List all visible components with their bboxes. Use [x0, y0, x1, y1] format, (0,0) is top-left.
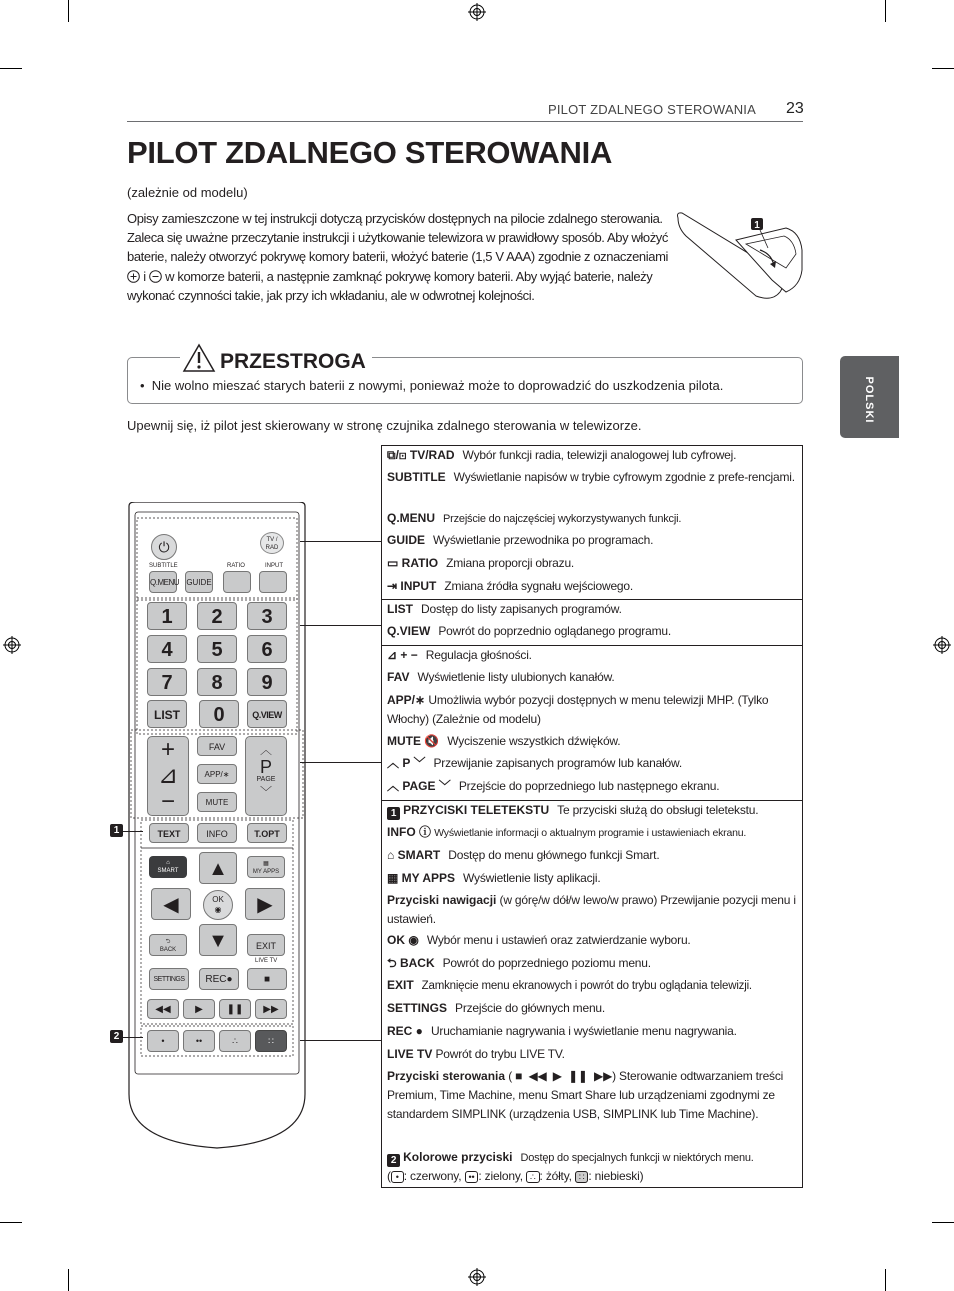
row-guide: GUIDE Wyświetlanie przewodnika po programach. — [387, 533, 654, 547]
digit-6-button[interactable]: 6 — [247, 635, 287, 663]
topt-button[interactable]: T.OPT — [247, 823, 287, 843]
green-button[interactable]: •• — [183, 1030, 215, 1052]
smart-button[interactable]: ⌂ SMART — [149, 856, 187, 878]
running-header: PILOT ZDALNEGO STEROWANIA — [548, 102, 756, 117]
row-subtitle: SUBTITLE Wyświetlanie napisów w trybie cyfrowym zgodnie z prefe-rencjami. — [387, 470, 795, 484]
input-label: INPUT — [265, 563, 283, 569]
remote-control — [127, 502, 307, 1149]
pause-button[interactable]: ❚❚ — [219, 999, 251, 1019]
digit-0-button[interactable]: 0 — [199, 700, 239, 728]
row-volume: ⊿ + − Regulacja głośności. — [387, 648, 532, 662]
exit-button[interactable]: EXIT — [247, 934, 285, 956]
row-myapps: ▦ MY APPS Wyświetlenie listy aplikacji. — [387, 871, 601, 885]
battery-cover-illustration — [676, 210, 806, 302]
intro-part1: Opisy zamieszczone w tej instrukcji dotyczą przycisków dostępnych na pilocie zdalnego sterowania. Zaleca się uważne przeczytanie instrukcji i użytkowanie telewizora w prawidłowy sposób. Aby włożyć baterie, należy otworzyć pokrywę komory baterii, włożyć baterie (1,5 V AAA) zgodnie z oznaczeniami — [127, 211, 669, 265]
digit-3-button[interactable]: 3 — [247, 602, 287, 630]
row-back: ⮌ BACK Powrót do poprzedniego poziomu menu. — [387, 956, 651, 970]
row-control: Przyciski sterowania ( ■ ◀◀ ▶ ❚❚ ▶▶) Sterowanie odtwarzaniem treści Premium, Time Machine, menu Smart Share lub urządzeniami zgodnymi ze standardem SIMPLINK (urządzenia USB, SIMPLINK lub Time Machine). — [387, 1069, 784, 1121]
digit-2-button[interactable]: 2 — [197, 602, 237, 630]
page-title: PILOT ZDALNEGO STEROWANIA — [127, 135, 613, 170]
leader-line — [300, 625, 382, 626]
caution-item: • Nie wolno mieszać starych baterii z nowymi, ponieważ może to doprowadzić do uszkodzenia pilota. — [140, 378, 724, 393]
registration-mark-icon — [933, 636, 951, 654]
plus-polarity-icon — [127, 270, 140, 283]
livetv-button[interactable]: ■ — [247, 968, 287, 990]
page-number: 23 — [786, 100, 804, 117]
registration-mark-icon — [468, 1268, 486, 1286]
row-qview: Q.VIEW Powrót do poprzednio oglądanego programu. — [387, 624, 671, 638]
row-smart: ⌂ SMART Dostęp do menu głównego funkcji Smart. — [387, 848, 660, 862]
leader-line — [300, 1040, 382, 1041]
input-button[interactable] — [259, 571, 287, 593]
play-button[interactable]: ▶ — [183, 999, 215, 1019]
crop-mark — [932, 1222, 954, 1223]
button-description-table — [381, 445, 803, 1188]
row-rec: REC ● Uruchamianie nagrywania i wyświetlanie menu nagrywania. — [387, 1024, 737, 1038]
svg-text:1: 1 — [754, 220, 760, 231]
fav-button[interactable]: FAV — [197, 736, 237, 756]
volume-rocker[interactable]: + ⊿ − — [147, 736, 189, 816]
digit-8-button[interactable]: 8 — [197, 668, 237, 696]
row-info: INFO ⓘ Wyświetlanie informacji o aktualnym programie i ustawieniach ekranu. — [387, 825, 747, 839]
row-nav: Przyciski nawigacji (w górę/w dół/w lewo/w prawo) Przewijanie pozycji menu i ustawień. — [387, 893, 796, 926]
leader-line — [300, 762, 382, 763]
mute-button[interactable]: MUTE — [197, 792, 237, 812]
row-list: LIST Dostęp do listy zapisanych programów. — [387, 602, 622, 616]
ok-button[interactable]: OK ◉ — [203, 890, 233, 920]
row-color: 2 Kolorowe przyciski Dostęp do specjalnych funkcji w niektórych menu. — [387, 1148, 799, 1168]
row-tvrad: ⧉/⊡ TV/RAD Wybór funkcji radia, telewizji analogowej lub cyfrowej. — [387, 448, 737, 462]
info-button[interactable]: INFO — [197, 823, 237, 843]
header-rule — [127, 121, 803, 122]
intro-paragraph — [127, 209, 675, 305]
row-p: ︿ P ﹀ Przewijanie zapisanych programów lub kanałów. — [387, 756, 682, 770]
digit-9-button[interactable]: 9 — [247, 668, 287, 696]
row-exit: EXIT Zamknięcie menu ekranowych i powrót do trybu oglądania telewizji. — [387, 978, 752, 992]
livetv-label: LIVE TV — [255, 958, 278, 964]
nav-right-button[interactable]: ▶ — [245, 888, 285, 920]
row-livetv: LIVE TV Powrót do trybu LIVE TV. — [387, 1047, 565, 1061]
digit-1-button[interactable]: 1 — [147, 602, 187, 630]
crop-mark — [885, 0, 886, 22]
list-button[interactable]: LIST — [147, 700, 187, 728]
crop-mark — [885, 1269, 886, 1291]
callout-badge-2: 2 — [110, 1030, 123, 1043]
callout-line — [123, 1037, 143, 1038]
intro-and: i — [143, 268, 146, 284]
callout-line — [123, 831, 143, 832]
row-fav: FAV Wyświetlenie listy ulubionych kanałów. — [387, 670, 615, 684]
my-apps-button[interactable]: ▦ MY APPS — [247, 856, 285, 878]
row-app: APP/∗ Umożliwia wybór pozycji dostępnych w menu telewizji MHP. (Tylko Włochy) (Zależnie od modelu) — [387, 693, 769, 726]
subtitle-label: SUBTITLE — [149, 563, 178, 569]
red-button[interactable]: • — [147, 1030, 179, 1052]
ratio-button[interactable] — [223, 571, 251, 593]
guide-button[interactable]: GUIDE — [185, 571, 213, 593]
rewind-button[interactable]: ◀◀ — [147, 999, 179, 1019]
rec-button[interactable]: REC● — [199, 968, 239, 990]
warning-triangle-icon — [182, 343, 216, 373]
crop-mark — [68, 1269, 69, 1291]
crop-mark — [932, 68, 954, 69]
caution-heading: PRZESTROGA — [180, 343, 372, 374]
row-settings: SETTINGS Przejście do głównych menu. — [387, 1001, 606, 1015]
digit-5-button[interactable]: 5 — [197, 635, 237, 663]
row-ok: OK ◉ Wybór menu i ustawień oraz zatwierdzanie wyboru. — [387, 933, 691, 947]
qmenu-button[interactable]: Q.MENU — [149, 571, 177, 593]
ratio-label: RATIO — [227, 563, 245, 569]
crop-mark — [0, 1222, 22, 1223]
blue-button[interactable]: ∷ — [255, 1030, 287, 1052]
row-page: ︿ PAGE ﹀ Przejście do poprzedniego lub następnego ekranu. — [387, 779, 720, 793]
aim-note: Upewnij się, iż pilot jest skierowany w stronę czujnika zdalnego sterowania w telewizorze. — [127, 418, 642, 433]
nav-down-button[interactable]: ▼ — [199, 924, 237, 956]
row-color-legend: ( • : czerwony, •• : zielony, ∴ : żółty, ∷ : niebieski) — [387, 1169, 644, 1183]
fast-forward-button[interactable]: ▶▶ — [255, 999, 287, 1019]
row-qmenu: Q.MENU Przejście do najczęściej wykorzystywanych funkcji. — [387, 511, 682, 525]
registration-mark-icon — [3, 636, 21, 654]
page-subtitle: (zależnie od modelu) — [127, 185, 248, 200]
row-teletext: 1 PRZYCISKI TELETEKSTU Te przyciski służą do obsługi teletekstu. — [387, 801, 799, 820]
language-tab: POLSKI — [840, 356, 899, 438]
channel-page-rocker[interactable]: ︿ P PAGE ﹀ — [245, 736, 287, 816]
back-button[interactable]: ⮌ BACK — [149, 934, 187, 956]
settings-button[interactable]: SETTINGS — [149, 968, 189, 990]
intro-part2: w komorze baterii, a następnie zamknąć pokrywę komory baterii. Aby wyjąć baterie, należy wykonać czynności takie, jak przy ich wkładaniu, ale w odwrotnej kolejności. — [127, 268, 653, 303]
yellow-button[interactable]: ∴ — [219, 1030, 251, 1052]
minus-polarity-icon — [149, 270, 162, 283]
power-button[interactable]: ⏻ — [151, 534, 177, 560]
digit-4-button[interactable]: 4 — [147, 635, 187, 663]
leader-line — [300, 541, 382, 542]
crop-mark — [0, 68, 22, 69]
nav-up-button[interactable]: ▲ — [199, 852, 237, 884]
crop-mark — [68, 0, 69, 22]
callout-badge-1: 1 — [110, 824, 123, 837]
row-input: ⇥ INPUT Zmiana źródła sygnału wejściowego. — [387, 579, 634, 593]
tvrad-button[interactable]: TV / RAD — [260, 532, 284, 554]
registration-mark-icon — [468, 3, 486, 21]
row-ratio: ▭ RATIO Zmiana proporcji obrazu. — [387, 556, 575, 570]
qview-button[interactable]: Q.VIEW — [247, 700, 287, 728]
row-mute: MUTE 🔇 Wyciszenie wszystkich dźwięków. — [387, 734, 621, 748]
nav-left-button[interactable]: ◀ — [151, 888, 191, 920]
digit-7-button[interactable]: 7 — [147, 668, 187, 696]
app-button[interactable]: APP/∗ — [197, 764, 237, 784]
text-button[interactable]: TEXT — [149, 823, 189, 843]
